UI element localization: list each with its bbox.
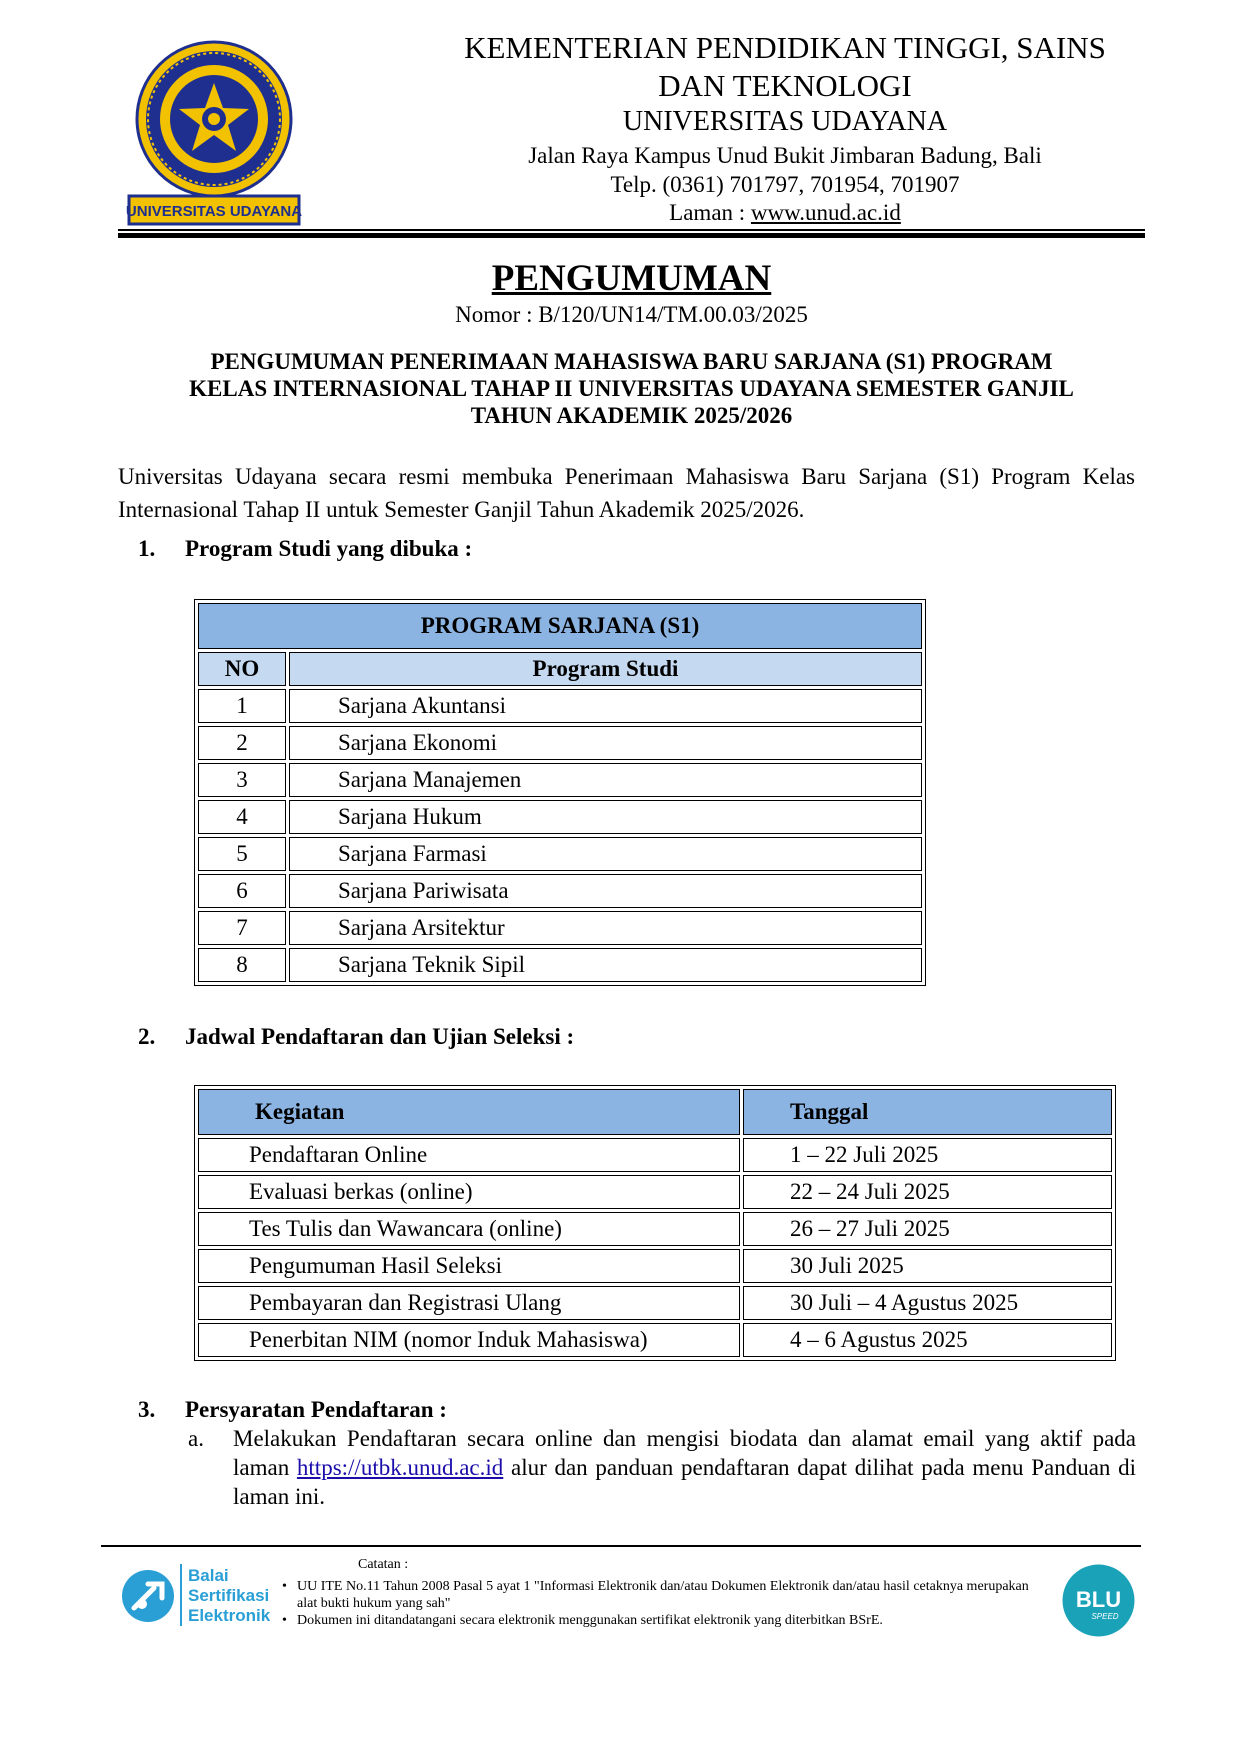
bse-logo [118, 1558, 290, 1630]
row-no: 1 [198, 689, 286, 723]
item-text [233, 1424, 1136, 1511]
row-date: 4 – 6 Agustus 2025 [743, 1323, 1112, 1357]
section-2-number: 2. [138, 1024, 156, 1049]
section-1-number: 1. [138, 536, 156, 561]
subtitle-line-3: TAHUN AKADEMIK 2025/2026 [470, 403, 793, 428]
table-row [198, 1249, 1112, 1283]
footer-notes [282, 1578, 1034, 1629]
table-row [198, 1138, 1112, 1172]
table-row [198, 837, 922, 871]
row-no: 5 [198, 837, 286, 871]
col-header-program: Program Studi [289, 652, 922, 686]
row-program: Sarjana Farmasi [289, 837, 922, 871]
subtitle-line-2: KELAS INTERNASIONAL TAHAP II UNIVERSITAS UDAYANA SEMESTER GANJIL [189, 376, 1074, 401]
bse-line-2: Sertifikasi [188, 1586, 270, 1605]
letterhead-rule-thin [118, 229, 1145, 231]
logo-caption: UNIVERSITAS UDAYANA [125, 203, 303, 220]
section-1-title: Program Studi yang dibuka : [185, 536, 473, 561]
table-row [198, 1323, 1112, 1357]
ministry-line-1: KEMENTERIAN PENDIDIKAN TINGGI, SAINS [464, 30, 1106, 65]
row-date: 26 – 27 Juli 2025 [743, 1212, 1112, 1246]
row-no: 7 [198, 911, 286, 945]
university-name: UNIVERSITAS UDAYANA [622, 106, 948, 137]
row-date: 22 – 24 Juli 2025 [743, 1175, 1112, 1209]
document-subtitle [118, 348, 1145, 429]
row-program: Sarjana Arsitektur [289, 911, 922, 945]
footer-note-label: Catatan : [358, 1557, 409, 1572]
row-program: Sarjana Teknik Sipil [289, 948, 922, 982]
section-1-heading [138, 535, 472, 563]
program-table-title: PROGRAM SARJANA (S1) [198, 603, 922, 649]
row-activity: Tes Tulis dan Wawancara (online) [198, 1212, 740, 1246]
row-activity: Pengumuman Hasil Seleksi [198, 1249, 740, 1283]
document-number: Nomor : B/120/UN14/TM.00.03/2025 [455, 302, 808, 327]
row-activity: Penerbitan NIM (nomor Induk Mahasiswa) [198, 1323, 740, 1357]
row-activity: Pembayaran dan Registrasi Ulang [198, 1286, 740, 1320]
blu-sub: SPEED [1091, 1612, 1119, 1621]
row-program: Sarjana Akuntansi [289, 689, 922, 723]
website-link[interactable]: www.unud.ac.id [750, 200, 901, 225]
table-row [198, 1212, 1112, 1246]
university-logo [125, 40, 303, 228]
footer-note-1: • UU ITE No.11 Tahun 2008 Pasal 5 ayat 1 "Informasi Elektronik dan/atau Dokumen Elektronik dan/atau hasil cetaknya merupakan alat bukti hukum yang sah" [282, 1578, 1034, 1612]
registration-link[interactable]: https://utbk.unud.ac.id [296, 1455, 504, 1480]
row-date: 1 – 22 Juli 2025 [743, 1138, 1112, 1172]
table-row [198, 874, 922, 908]
item-text-before: Melakukan Pendaftaran secara online dan mengisi biodata dan alamat email yang aktif pada laman [233, 1426, 1136, 1480]
row-no: 3 [198, 763, 286, 797]
table-row [198, 1286, 1112, 1320]
subtitle-line-1: PENGUMUMAN PENERIMAAN MAHASISWA BARU SARJANA (S1) PROGRAM [210, 349, 1053, 374]
section-3-title: Persyaratan Pendaftaran : [185, 1397, 447, 1422]
table-row [198, 948, 922, 982]
ministry-line-2: DAN TEKNOLOGI [658, 68, 912, 103]
schedule-table [194, 1085, 1116, 1361]
item-letter: a. [188, 1426, 204, 1451]
row-activity: Pendaftaran Online [198, 1138, 740, 1172]
website-label: Laman : [669, 200, 751, 225]
bse-line-1: Balai [188, 1566, 229, 1585]
section-3-number: 3. [138, 1397, 156, 1422]
row-no: 6 [198, 874, 286, 908]
row-program: Sarjana Hukum [289, 800, 922, 834]
section-2-heading [138, 1023, 574, 1051]
row-program: Sarjana Manajemen [289, 763, 922, 797]
footer-note-2: • Dokumen ini ditandatangani secara elektronik menggunakan sertifikat elektronik yang diterbitkan BSrE. [282, 1612, 1034, 1629]
row-activity: Evaluasi berkas (online) [198, 1175, 740, 1209]
program-table [194, 599, 926, 986]
intro-paragraph: Universitas Udayana secara resmi membuka Penerimaan Mahasiswa Baru Sarjana (S1) Program Kelas Internasional Tahap II untuk Semester Ganjil Tahun Akademik 2025/2026. [118, 464, 1135, 522]
row-no: 4 [198, 800, 286, 834]
row-no: 8 [198, 948, 286, 982]
row-program: Sarjana Pariwisata [289, 874, 922, 908]
item-text-after: alur dan panduan pendaftaran dapat dilihat pada menu Panduan di laman ini. [233, 1455, 1136, 1509]
col-header-no: NO [198, 652, 286, 686]
row-no: 2 [198, 726, 286, 760]
table-row [198, 911, 922, 945]
row-date: 30 Juli 2025 [743, 1249, 1112, 1283]
website-line [330, 199, 1240, 227]
col-header-activity: Kegiatan [198, 1089, 740, 1135]
blu-speed-logo [1061, 1563, 1136, 1638]
table-row [198, 763, 922, 797]
section-2-title: Jadwal Pendaftaran dan Ujian Seleksi : [185, 1024, 575, 1049]
document-title: PENGUMUMAN [491, 258, 772, 299]
bse-line-3: Elektronik [188, 1606, 271, 1625]
phone: Telp. (0361) 701797, 701954, 701907 [610, 172, 960, 197]
col-header-date: Tanggal [743, 1089, 1112, 1135]
table-row [198, 726, 922, 760]
row-program: Sarjana Ekonomi [289, 726, 922, 760]
table-row [198, 800, 922, 834]
letterhead-rule-thick [118, 233, 1145, 238]
table-row [198, 1175, 1112, 1209]
address: Jalan Raya Kampus Unud Bukit Jimbaran Badung, Bali [528, 143, 1042, 168]
footer-rule [101, 1545, 1141, 1547]
section-3-heading [138, 1396, 447, 1424]
blu-text: BLU [1075, 1587, 1122, 1612]
table-row [198, 689, 922, 723]
row-date: 30 Juli – 4 Agustus 2025 [743, 1286, 1112, 1320]
